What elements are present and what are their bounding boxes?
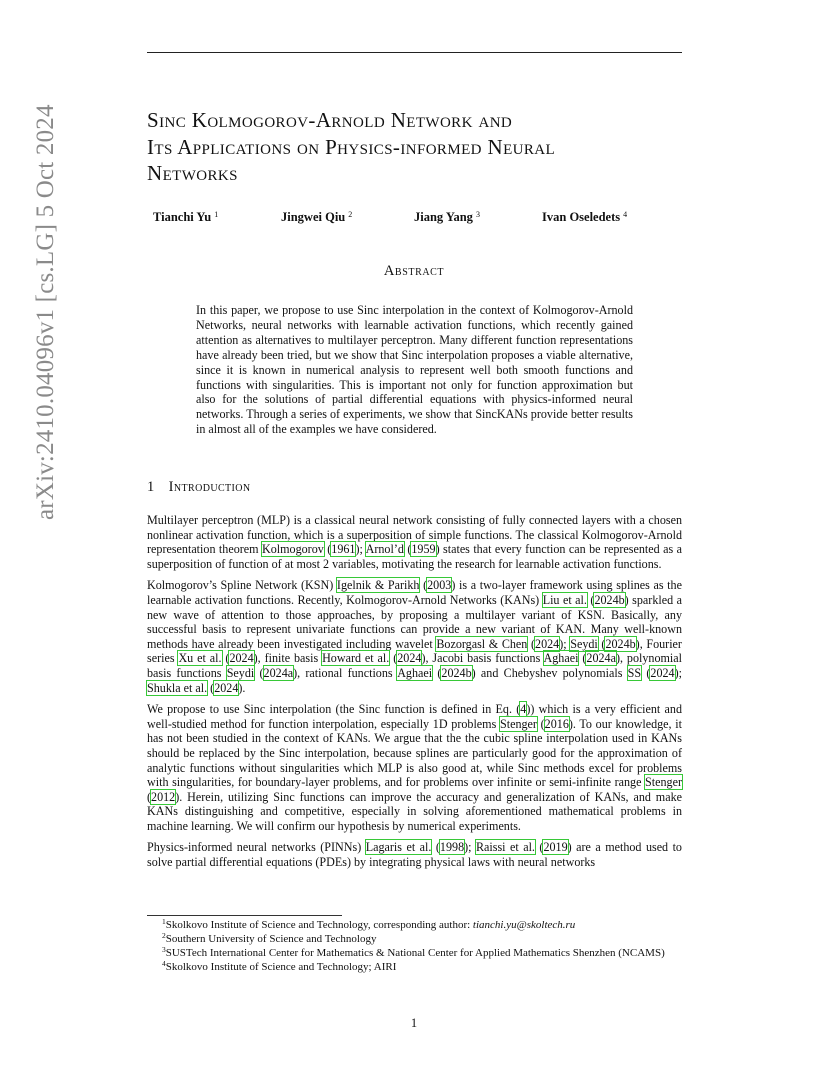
text-run: ). To our knowledge, it has not been studied in the context of KANs. We argue that the the cubic spline interpolation used in KANs should be replaced by the Sinc interpolation, because splines are particularly good for the approximation of analytic functions without singularities which MLP is also good at, while Sinc methods excel for problems with singularities, for boundary-layer problems, and for problems over infinite or semi-infinite range bbox=[147, 716, 682, 790]
citation-link[interactable]: Igelnik & Parikh bbox=[336, 578, 420, 593]
footnote-rule bbox=[147, 915, 342, 916]
text-run: ); bbox=[355, 542, 366, 557]
section-number: 1 bbox=[147, 479, 155, 495]
citation-link[interactable]: 2016 bbox=[544, 716, 569, 731]
paragraph bbox=[147, 702, 682, 833]
citation-link[interactable]: Raissi et al. bbox=[475, 840, 535, 855]
author bbox=[414, 210, 480, 225]
text-run: ) and Chebyshev polynomials bbox=[471, 665, 628, 680]
affiliation-mark: 1 bbox=[214, 210, 219, 219]
text-run: ( bbox=[323, 542, 332, 557]
text-run: ), polynomial basis functions bbox=[147, 651, 682, 680]
text-run: ( bbox=[431, 840, 440, 855]
text-run: ) states that every function can be represented as a superposition of function of at most 2 variables, motivating the research for learnable activation functions. bbox=[147, 542, 682, 571]
text-run: We propose to use Sinc interpolation (the Sinc function is defined in Eq. ( bbox=[147, 702, 521, 717]
citation-link[interactable]: 1998 bbox=[439, 840, 465, 855]
section-heading bbox=[147, 479, 251, 496]
text-run: ). bbox=[238, 680, 246, 695]
citation-link[interactable]: SS bbox=[627, 665, 642, 680]
footnote-text: Southern University of Science and Technology bbox=[165, 933, 377, 945]
section-title: Introduction bbox=[168, 479, 251, 495]
footnote bbox=[147, 918, 682, 932]
text-run: )) which is a very efficient and well-studied method for function interpolation, especially 1D problems bbox=[147, 702, 683, 731]
footnote-text: Skolkovo Institute of Science and Technology, corresponding author: bbox=[165, 919, 473, 931]
citation-link[interactable]: Aghaei bbox=[543, 651, 579, 666]
text-run: Physics-informed neural networks (PINNs) bbox=[147, 840, 366, 855]
citation-link[interactable]: Stenger bbox=[645, 775, 682, 790]
footnote-text: Skolkovo Institute of Science and Technology; AIRI bbox=[165, 961, 397, 973]
text-run: ); bbox=[674, 665, 682, 680]
page-number: 1 bbox=[410, 1016, 418, 1030]
text-run: ) sparkled a new wave of attention to those approaches, by proposing a multilayer variant of KSN. Basically, any successful basis to represent univariate functions can provide a new variant of KAN. Many well-known methods have already been investigated including wavelet bbox=[147, 592, 682, 651]
footnote bbox=[147, 932, 682, 946]
citation-link[interactable]: Shukla et al. bbox=[147, 680, 208, 695]
text-run: ( bbox=[432, 665, 442, 680]
text-run: ( bbox=[534, 840, 544, 855]
text-run: ); bbox=[464, 840, 476, 855]
citation-link[interactable]: Stenger bbox=[499, 716, 537, 731]
text-run: ( bbox=[419, 578, 428, 593]
text-run: ). Herein, utilizing Sinc functions can improve the accuracy and generalization of KANs, and make KANs distinguishing and competitive, especially in solving aforementioned mathematical problems in machine learning. We will confirm our hypothesis by numerical experiments. bbox=[147, 789, 682, 833]
top-rule bbox=[147, 52, 682, 53]
author-email[interactable]: tianchi.yu@skoltech.ru bbox=[472, 919, 576, 931]
text-run: ), Jacobi basis functions bbox=[421, 651, 544, 666]
citation-link[interactable]: Howard et al. bbox=[322, 651, 390, 666]
paragraph bbox=[147, 513, 682, 571]
author-name: Tianchi Yu bbox=[153, 210, 212, 224]
citation-link[interactable]: Aghaei bbox=[397, 665, 433, 680]
text-run: ( bbox=[586, 592, 595, 607]
text-run: ) is a two-layer framework using splines as the learnable activation functions. Recently, Kolmogorov-Arnold Networks (KANs) bbox=[147, 578, 682, 607]
text-run: ( bbox=[536, 716, 545, 731]
paragraph bbox=[147, 578, 682, 695]
citation-link[interactable]: 2024 bbox=[397, 651, 422, 666]
author-name: Jingwei Qiu bbox=[281, 210, 346, 224]
citation-link[interactable]: 2024 bbox=[229, 651, 254, 666]
citation-link[interactable]: 1961 bbox=[331, 542, 356, 557]
body-text bbox=[147, 513, 682, 877]
citation-link[interactable]: Lagaris et al. bbox=[365, 840, 432, 855]
text-run: ( bbox=[254, 665, 264, 680]
footnotes bbox=[147, 918, 682, 974]
citation-link[interactable]: Seydi bbox=[226, 665, 255, 680]
text-run: ( bbox=[578, 651, 587, 666]
title-line: Sinc Kolmogorov-Arnold Network and bbox=[147, 108, 513, 132]
author bbox=[542, 210, 627, 225]
citation-link[interactable]: 2024a bbox=[263, 665, 294, 680]
author-name: Ivan Oseledets bbox=[542, 210, 621, 224]
text-run: ( bbox=[389, 651, 398, 666]
citation-link[interactable]: 2024 bbox=[535, 636, 560, 651]
footnote bbox=[147, 946, 682, 960]
affiliation-mark: 2 bbox=[348, 210, 353, 219]
citation-link[interactable]: 2024 bbox=[214, 680, 239, 695]
text-run: ( bbox=[221, 651, 230, 666]
abstract-text: In this paper, we propose to use Sinc interpolation in the context of Kolmogorov-Arnold Networks, neural networks with learnable activation functions, which recently gained attention as alternatives to multilayer perceptron. Many different function representations have already been tried, but we show that Sinc interpolation proposes a viable alternative, since it is known in numerical analysis to represent well both smooth functions and functions with singularities. This is important not only for function approximation but also for the solutions of partial differential equations with physics-informed neural networks. Through a series of experiments, we show that SincKANs provide better results in almost all of the examples we have considered. bbox=[196, 303, 633, 437]
text-run: Multilayer perceptron (MLP) is a classical neural network consisting of fully connected layers with a chosen nonlinear activation function, which is a superposition of simple functions. The classical Kolmogorov-Arnold representation theorem bbox=[147, 513, 682, 557]
citation-link[interactable]: Kolmogorov bbox=[261, 542, 324, 557]
author bbox=[153, 210, 218, 225]
text-run: ) are a method used to solve partial differential equations (PDEs) by integrating physical laws with neural networks bbox=[147, 840, 682, 870]
footnote-mark: 4 bbox=[162, 959, 166, 968]
citation-link[interactable]: Bozorgasl & Chen bbox=[436, 636, 528, 651]
citation-link[interactable]: 2019 bbox=[543, 840, 568, 855]
title-line: Its Applications on Physics-informed Neural bbox=[147, 134, 556, 159]
citation-link[interactable]: Arnol’d bbox=[365, 542, 404, 557]
citation-link[interactable]: 2024a bbox=[586, 651, 616, 666]
citation-link[interactable]: 2012 bbox=[151, 789, 176, 804]
affiliation-mark: 3 bbox=[475, 210, 480, 219]
text-run: ), rational functions bbox=[293, 665, 398, 680]
footnote-mark: 3 bbox=[162, 945, 166, 954]
text-run: ( bbox=[527, 636, 536, 651]
text-run: ), Fourier series bbox=[147, 636, 682, 666]
footnote-text: SUSTech International Center for Mathematics & National Center for Applied Mathematics Shenzhen (NCAMS) bbox=[165, 947, 665, 959]
citation-link[interactable]: 2024b bbox=[441, 665, 472, 680]
author-name: Jiang Yang bbox=[414, 210, 473, 224]
citation-link[interactable]: 2024b bbox=[594, 592, 625, 607]
text-run: ( bbox=[403, 542, 412, 557]
affiliation-mark: 4 bbox=[623, 210, 628, 219]
citation-link[interactable]: Seydi bbox=[570, 636, 598, 651]
text-run: ( bbox=[207, 680, 215, 695]
citation-link[interactable]: Liu et al. bbox=[542, 592, 587, 607]
text-run: ); bbox=[559, 636, 571, 651]
text-run: ), finite basis bbox=[253, 651, 323, 666]
citation-link[interactable]: 1959 bbox=[411, 542, 436, 557]
equation-link[interactable]: 4 bbox=[520, 702, 527, 717]
arxiv-identifier: arXiv:2410.04096v1 [cs.LG] 5 Oct 2024 bbox=[32, 104, 59, 520]
author bbox=[281, 210, 352, 225]
footnote-mark: 1 bbox=[162, 917, 166, 926]
text-run: Kolmogorov’s Spline Network (KSN) bbox=[147, 578, 337, 593]
text-run: ( bbox=[597, 636, 606, 651]
citation-link[interactable]: 2003 bbox=[427, 578, 452, 593]
title-line: Networks bbox=[147, 161, 238, 185]
text-run: ( bbox=[641, 665, 651, 680]
footnote-mark: 2 bbox=[162, 931, 166, 940]
citation-link[interactable]: 2024 bbox=[650, 665, 675, 680]
footnote bbox=[147, 960, 682, 974]
text-run: ( bbox=[147, 789, 152, 804]
citation-link[interactable]: Xu et al. bbox=[178, 651, 222, 666]
abstract-heading: Abstract bbox=[383, 263, 445, 279]
paper-title bbox=[147, 107, 707, 187]
paragraph bbox=[147, 840, 682, 869]
citation-link[interactable]: 2024b bbox=[605, 636, 636, 651]
